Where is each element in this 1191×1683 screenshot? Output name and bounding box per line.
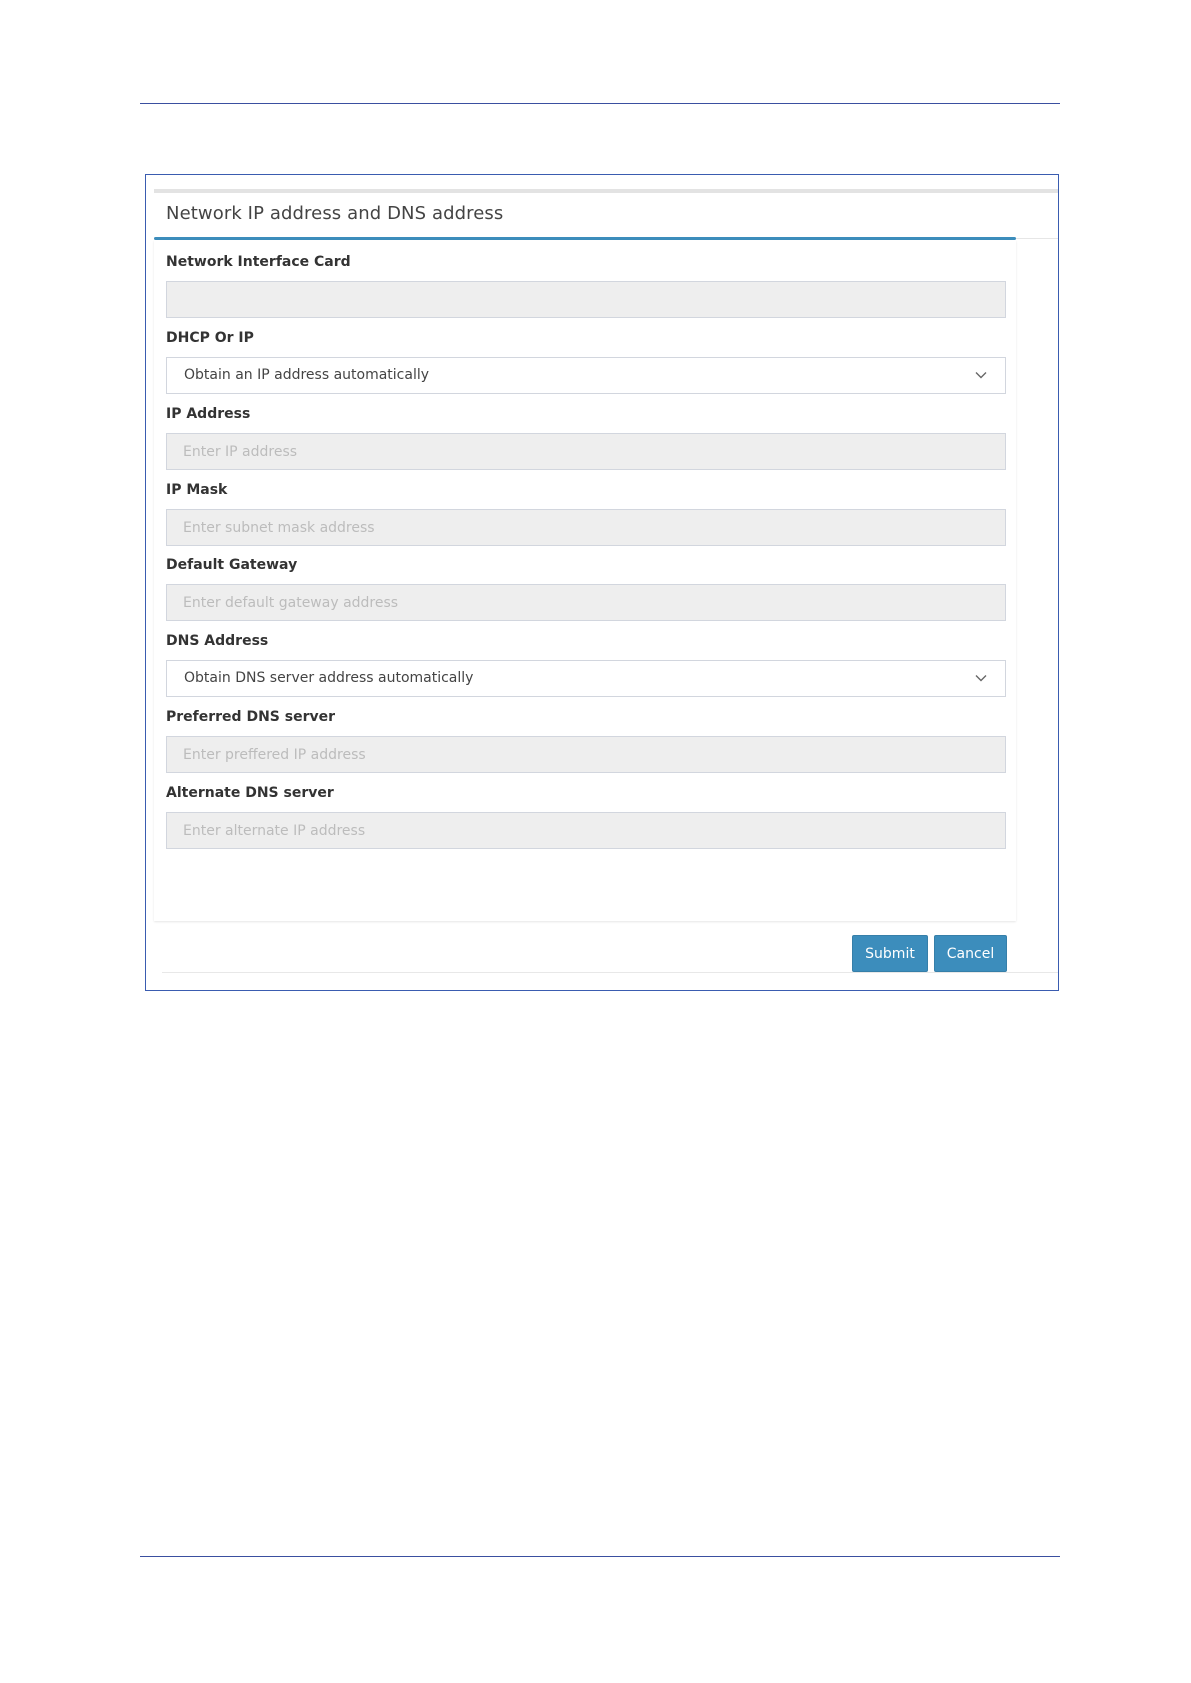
footer-bottom-border bbox=[162, 972, 1058, 973]
nic-input[interactable] bbox=[166, 281, 1006, 318]
footer-rule bbox=[140, 1556, 1060, 1557]
alternate-dns-label: Alternate DNS server bbox=[166, 785, 334, 801]
form-footer bbox=[154, 921, 1058, 983]
ip-address-input[interactable] bbox=[166, 433, 1006, 470]
field-alternate-dns bbox=[166, 783, 1006, 849]
dhcp-label: DHCP Or IP bbox=[166, 330, 254, 346]
panel-title: Network IP address and DNS address bbox=[166, 203, 504, 224]
submit-button[interactable]: Submit bbox=[852, 935, 928, 972]
screenshot-frame bbox=[145, 174, 1059, 991]
field-network-interface-card bbox=[166, 252, 1006, 318]
dhcp-select[interactable] bbox=[166, 357, 1006, 394]
chevron-down-icon bbox=[973, 367, 989, 383]
gateway-input[interactable] bbox=[166, 584, 1006, 621]
field-preferred-dns bbox=[166, 707, 1006, 773]
ip-address-label: IP Address bbox=[166, 406, 251, 422]
cancel-button[interactable]: Cancel bbox=[934, 935, 1007, 972]
ip-mask-label: IP Mask bbox=[166, 482, 228, 498]
chevron-down-icon bbox=[973, 670, 989, 686]
nic-label: Network Interface Card bbox=[166, 254, 351, 270]
field-dns-address bbox=[166, 631, 1006, 697]
panel-top-border bbox=[154, 189, 1058, 193]
dhcp-selected-value: Obtain an IP address automatically bbox=[184, 367, 430, 383]
header-rule bbox=[140, 103, 1060, 104]
gateway-label: Default Gateway bbox=[166, 557, 298, 573]
panel-header-separator-right bbox=[1016, 238, 1058, 239]
dns-address-select[interactable] bbox=[166, 660, 1006, 697]
preferred-dns-label: Preferred DNS server bbox=[166, 709, 335, 725]
dns-address-label: DNS Address bbox=[166, 633, 269, 649]
field-ip-mask bbox=[166, 480, 1006, 546]
field-default-gateway bbox=[166, 555, 1006, 621]
network-form bbox=[154, 240, 1016, 921]
field-dhcp-or-ip bbox=[166, 328, 1006, 394]
alternate-dns-input[interactable] bbox=[166, 812, 1006, 849]
preferred-dns-input[interactable] bbox=[166, 736, 1006, 773]
dns-selected-value: Obtain DNS server address automatically bbox=[184, 670, 474, 686]
ip-mask-input[interactable] bbox=[166, 509, 1006, 546]
field-ip-address bbox=[166, 404, 1006, 470]
